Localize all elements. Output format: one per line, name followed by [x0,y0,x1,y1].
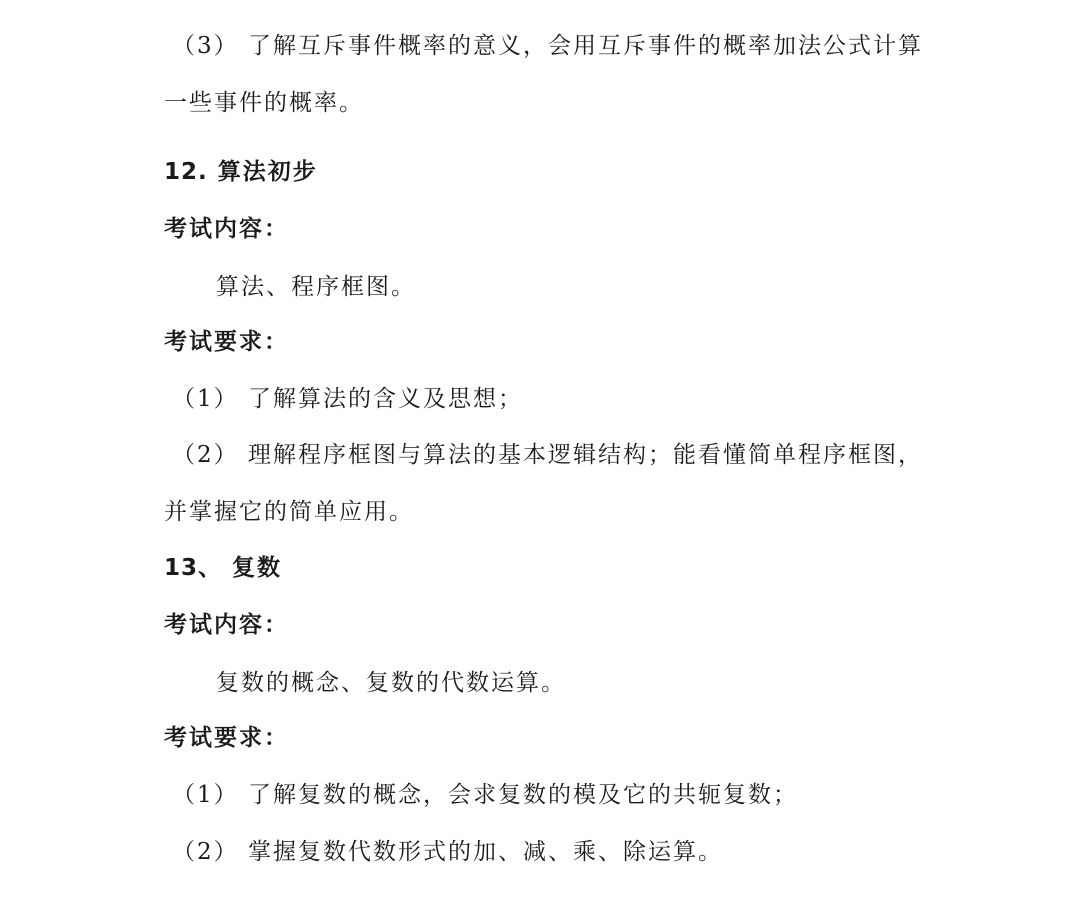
section13-content-label: 考试内容： [164,611,289,638]
section12-content-text: 算法、程序框图。 [216,274,416,300]
section13-heading-title: 复数 [232,554,283,581]
section12-heading-number: 12. [164,159,208,185]
section13-requirements-label: 考试要求： [164,724,289,751]
section13-content-text: 复数的概念、复数的代数运算。 [216,670,566,696]
section13-requirement-2: （2） 掌握复数代数形式的加、减、乘、除运算。 [172,839,723,865]
section12-requirement-2-line1: （2） 理解程序框图与算法的基本逻辑结构；能看懂简单程序框图， [172,442,923,468]
section12-heading [164,157,318,187]
section12-requirements-label: 考试要求： [164,328,289,355]
section11-item3-line2: 一些事件的概率。 [164,90,364,116]
section12-content-label: 考试内容： [164,215,289,242]
section13-requirement-1: （1） 了解复数的概念，会求复数的模及它的共轭复数； [172,782,798,808]
section11-item3-line1: （3） 了解互斥事件概率的意义，会用互斥事件的概率加法公式计算 [172,33,923,59]
section13-heading [164,553,282,583]
section13-heading-number: 13、 [164,555,223,581]
section12-requirement-2-line2: 并掌握它的简单应用。 [164,499,414,525]
section12-requirement-1: （1） 了解算法的含义及思想； [172,386,523,412]
section12-heading-title: 算法初步 [217,158,318,185]
